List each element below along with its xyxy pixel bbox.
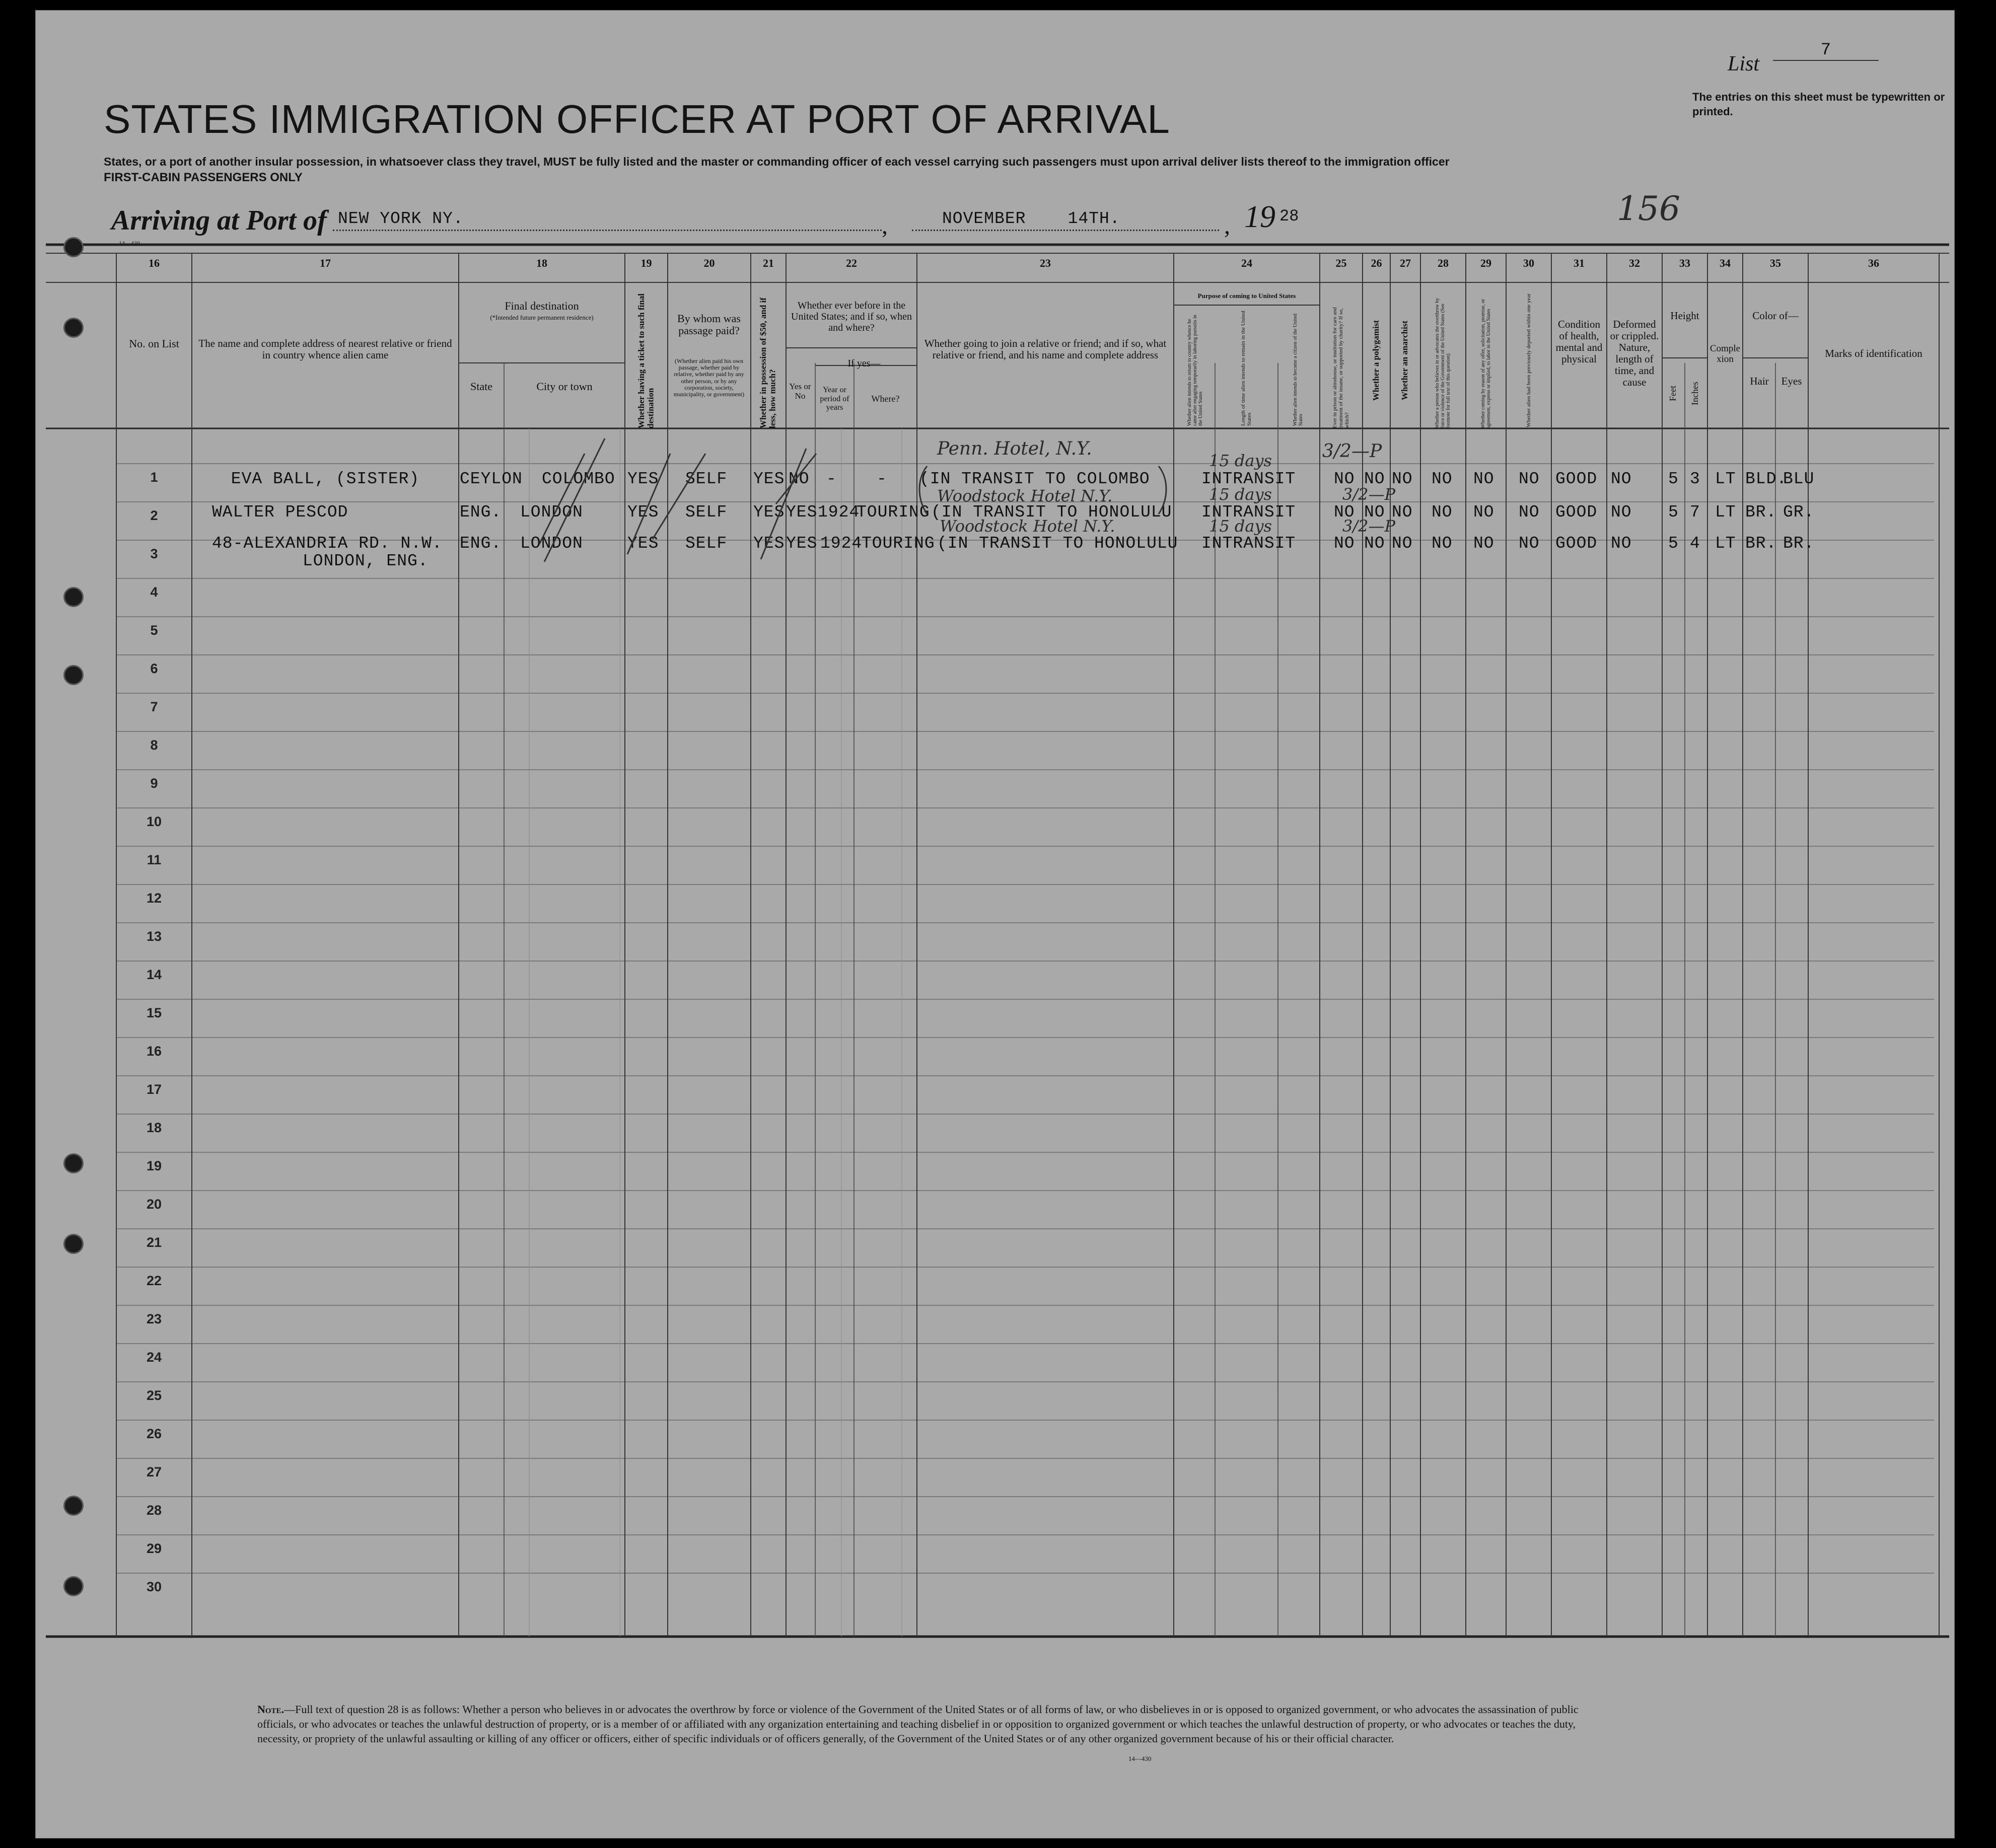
cell-deformed: NO <box>1611 534 1632 553</box>
row-number: 25 <box>146 1388 162 1403</box>
col36-header: Marks of identification <box>1825 347 1922 359</box>
row-number: 19 <box>146 1158 162 1173</box>
row-number: 17 <box>146 1082 162 1097</box>
cell-paid: SELF <box>685 470 728 488</box>
cell-paid: SELF <box>685 503 728 522</box>
col35-num: 35 <box>1770 257 1781 269</box>
form-number: 14—430 <box>1128 1755 1152 1762</box>
footnote-text: —Full text of question 28 is as follows: Whether a person who believes in or advocates the overthrow by force or violence of the Government of the United States or of all forms of law, or who disbelieves in or is opposed to organized government, or who advocates the assassination of public officials, or who advocates or teaches the unlawful destruction of property, or is a member of or affiliated with any organization entertaining and teaching disbelief in or opposition to organized government or which teaches the unlawful destruction of property, or who advocates or teaches the duty, necessity, or propriety of the unlawful assaulting or killing of any officer or officers, either of specific individuals or of officers generally, of the Government of the United States or of any other organized government because of his or their official character. <box>257 1703 1579 1745</box>
cell-q30: NO <box>1519 534 1540 553</box>
col17-num: 17 <box>320 257 331 269</box>
cell-join: (IN TRANSIT TO HONOLULU <box>937 534 1178 553</box>
cell-feet: 5 <box>1668 503 1679 522</box>
col23-num: 23 <box>1040 257 1051 269</box>
col34-header: Complexion <box>1709 343 1741 364</box>
cell-stay-note: 15 days <box>1209 516 1272 536</box>
manifest-sheet <box>35 10 1955 1838</box>
col32-num: 32 <box>1629 257 1640 269</box>
cell-annotation: 3/2—P <box>1342 516 1396 536</box>
col20-num: 20 <box>703 257 715 269</box>
cell-q28: NO <box>1432 503 1453 522</box>
cell-join-note: Penn. Hotel, N.Y. <box>937 438 1092 459</box>
cell-health: GOOD <box>1555 534 1598 553</box>
cell-where: TOURING <box>857 503 930 522</box>
cell-q30: NO <box>1519 470 1540 488</box>
col30-num: 30 <box>1523 257 1534 269</box>
cell-where: TOURING <box>862 534 935 553</box>
row-number: 5 <box>150 623 158 638</box>
row-number: 15 <box>146 1005 162 1020</box>
col35-eyes-header: Eyes <box>1781 375 1802 387</box>
row-number: 8 <box>150 737 158 753</box>
col22-num: 22 <box>846 257 857 269</box>
col25-num: 25 <box>1335 257 1347 269</box>
row-number: 6 <box>150 661 158 676</box>
cell-state: ENG. <box>460 503 502 522</box>
cell-money: YES <box>753 503 785 522</box>
row-number: 20 <box>146 1197 162 1212</box>
punch-hole <box>63 665 84 685</box>
cell-eyes: BLU <box>1783 470 1815 488</box>
punch-hole <box>63 587 84 607</box>
cell-q25: NO <box>1334 470 1355 488</box>
col22-header: Whether ever before in the United States; and if so, when and where? <box>791 300 912 333</box>
row-number: 12 <box>146 891 162 906</box>
cell-before: NO <box>789 470 810 488</box>
list-number: 7 <box>1773 41 1879 61</box>
cell-city: COLOMBO <box>542 470 615 488</box>
cell-join: (IN TRANSIT TO COLOMBO <box>919 470 1150 488</box>
col34-num: 34 <box>1720 257 1731 269</box>
entries-note: The entries on this sheet must be typewritten or printed. <box>1692 91 1945 118</box>
row-number: 21 <box>146 1235 162 1250</box>
cell-city: LONDON <box>520 503 583 522</box>
cell-year: - <box>826 470 837 488</box>
cell-q27: NO <box>1392 534 1413 553</box>
col31-header: Condition of health, mental and physical <box>1555 318 1603 365</box>
cell-money: YES <box>753 534 785 553</box>
row-number: 22 <box>146 1273 162 1288</box>
col22-ifyes: If yes— <box>847 358 881 369</box>
cell-state: ENG. <box>460 534 502 553</box>
col18-subheader: (*Intended future permanent residence) <box>490 314 594 321</box>
col18-header: Final destination <box>505 300 579 312</box>
col26-header: Whether a polygamist <box>1371 320 1381 401</box>
cell-annotation: 3/2—P <box>1322 441 1382 462</box>
row-number: 28 <box>146 1503 162 1518</box>
col16-header: No. on List <box>129 337 179 350</box>
cell-hair: BR. <box>1745 503 1777 522</box>
cell-stay: INTRANSIT <box>1201 534 1296 553</box>
cell-q27: NO <box>1392 470 1413 488</box>
cell-hair: BR. <box>1745 534 1777 553</box>
cell-complexion: LT <box>1715 503 1736 522</box>
col29-num: 29 <box>1480 257 1491 269</box>
col21-num: 21 <box>763 257 774 269</box>
col19-num: 19 <box>640 257 652 269</box>
col30-header: Whether alien had been previously deported within one year <box>1525 293 1532 427</box>
footnote-label: Note. <box>257 1703 284 1716</box>
col22-year-header: Year or period of years <box>820 386 849 412</box>
row-number: 4 <box>150 584 158 600</box>
cell-q28: NO <box>1432 470 1453 488</box>
cell-year: 1924 <box>820 534 863 553</box>
cell-stay-note: 15 days <box>1209 451 1272 470</box>
cell-state: CEYLON <box>460 470 523 488</box>
cell-relative-line2: LONDON, ENG. <box>303 552 429 570</box>
list-label: List <box>1728 52 1760 76</box>
cell-annotation: 3/2—P <box>1342 485 1396 504</box>
year-suffix: 28 <box>1279 207 1299 226</box>
cell-hair: BLD. <box>1745 470 1788 488</box>
col28-header: Whether a person who believes in or advocates the overthrow by force or violence of the Government of the United States (See footnote for full text of this question) <box>1435 298 1451 428</box>
col31-num: 31 <box>1574 257 1585 269</box>
col29-header: Whether coming by reason of any offer, solicitation, promise, or agreement, express or implied, to labor in the United States <box>1480 299 1491 428</box>
cell-feet: 5 <box>1668 470 1679 488</box>
cell-inches: 7 <box>1690 503 1700 522</box>
cell-q29: NO <box>1473 470 1494 488</box>
row-number: 27 <box>146 1464 162 1480</box>
row-number: 2 <box>150 508 158 523</box>
cell-deformed: NO <box>1611 470 1632 488</box>
col27-header: Whether an anarchist <box>1400 320 1410 401</box>
row-number: 14 <box>146 967 162 982</box>
col16-num: 16 <box>149 257 160 269</box>
cell-stay: INTRANSIT <box>1201 470 1296 488</box>
page-title: STATES IMMIGRATION OFFICER AT PORT OF ARRIVAL <box>104 97 1170 141</box>
cell-stay: INTRANSIT <box>1201 503 1296 522</box>
year-prefix: 19 <box>1244 200 1275 234</box>
row-number: 30 <box>146 1579 162 1594</box>
col32-header: Deformed or crippled. Nature, length of time, and cause <box>1610 318 1659 389</box>
col35-hair-header: Hair <box>1750 375 1769 387</box>
row-number: 18 <box>146 1120 162 1135</box>
cell-before: YES <box>786 503 818 522</box>
col33-feet-header: Feet <box>1668 385 1678 401</box>
cell-before: YES <box>786 534 818 553</box>
col24c-header: Whether alien intends to become a citizen of the United States <box>1293 314 1304 426</box>
cell-health: GOOD <box>1555 470 1598 488</box>
col33-inches-header: Inches <box>1690 381 1700 405</box>
cell-q26: NO <box>1364 470 1385 488</box>
cell-join: (IN TRANSIT TO HONOLULU <box>931 503 1172 522</box>
cell-stay-note: 15 days <box>1209 485 1272 504</box>
col20-subheader: (Whether alien paid his own passage, whether paid by relative, whether paid by any other person, or by any corporation, society, municipality, or government) <box>673 357 745 398</box>
cell-relative: 48-ALEXANDRIA RD. N.W. <box>212 534 443 553</box>
cell-q30: NO <box>1519 503 1540 522</box>
cell-q29: NO <box>1473 503 1494 522</box>
col20-header: By whom was passage paid? <box>677 312 741 337</box>
row-number: 1 <box>150 470 158 485</box>
col24b-header: Length of time alien intends to remain in the United States <box>1240 311 1253 426</box>
punch-hole <box>63 1496 84 1516</box>
cell-feet: 5 <box>1668 534 1679 553</box>
cell-complexion: LT <box>1715 534 1736 553</box>
row-number: 9 <box>150 776 158 791</box>
cell-q27: NO <box>1392 503 1413 522</box>
col22-where-header: Where? <box>871 394 900 404</box>
cabin-class: FIRST-CABIN PASSENGERS ONLY <box>104 171 303 184</box>
col25-header: Ever in prison or almshouse, or institution for care and treatment of the insane, or supported by charity? If so, which? <box>1332 307 1350 428</box>
cell-ticket: YES <box>627 470 659 488</box>
col33-num: 33 <box>1679 257 1690 269</box>
port-value: NEW YORK NY. <box>338 209 464 228</box>
punch-hole <box>63 237 84 257</box>
arriving-label: Arriving at Port of <box>111 205 327 236</box>
col26-num: 26 <box>1371 257 1382 269</box>
col28-num: 28 <box>1438 257 1449 269</box>
cell-city: LONDON <box>520 534 583 553</box>
subtitle: States, or a port of another insular possession, in whatsoever class they travel, MUST be fully listed and the master or commanding officer of each vessel carrying such passengers must upon arrival deliver lists thereof to the immigration officer <box>104 155 1450 168</box>
cell-q29: NO <box>1473 534 1494 553</box>
cell-q25: NO <box>1334 503 1355 522</box>
col19-header: Whether having a ticket to such final destination <box>636 293 656 428</box>
col27-num: 27 <box>1400 257 1411 269</box>
cell-eyes: GR. <box>1783 503 1815 522</box>
row-number: 7 <box>150 699 158 714</box>
pen-strokes <box>36 11 1954 615</box>
cell-money: YES <box>753 470 785 488</box>
footnote <box>257 1702 1617 1746</box>
col18-city-header: City or town <box>536 380 593 393</box>
cell-deformed: NO <box>1611 503 1632 522</box>
cell-complexion: LT <box>1715 470 1736 488</box>
row-number: 16 <box>146 1044 162 1059</box>
col21-header: Whether in possession of $50, and if less, how much? <box>758 298 777 428</box>
col18-num: 18 <box>536 257 547 269</box>
punch-hole <box>63 1576 84 1596</box>
cell-where: - <box>877 470 887 488</box>
col24-header: Purpose of coming to United States <box>1197 292 1296 300</box>
row-number: 13 <box>146 929 162 944</box>
comma-2: , <box>1224 212 1230 239</box>
col22-yesno-header: Yes or No <box>789 382 811 401</box>
cell-paid: SELF <box>685 534 728 553</box>
cell-ticket: YES <box>627 503 659 522</box>
cell-q26: NO <box>1364 503 1385 522</box>
row-number: 29 <box>146 1541 162 1556</box>
punch-hole <box>63 1234 84 1254</box>
col23-header: Whether going to join a relative or friend; and if so, what relative or friend, and his name and complete address <box>924 337 1167 361</box>
row-number: 3 <box>150 546 158 561</box>
comma: , <box>882 212 888 239</box>
cell-health: GOOD <box>1555 503 1598 522</box>
col35-header: Color of— <box>1752 310 1799 322</box>
punch-hole <box>63 318 84 338</box>
cell-eyes: BR. <box>1783 534 1815 553</box>
punch-hole <box>63 1153 84 1173</box>
row-number: 10 <box>146 814 162 829</box>
row-number: 26 <box>146 1426 162 1441</box>
cell-inches: 4 <box>1690 534 1700 553</box>
cell-join-note: Woodstock Hotel N.Y. <box>940 516 1115 536</box>
date-value: NOVEMBER 14TH. <box>942 209 1120 228</box>
handwritten-page: 156 <box>1617 189 1680 228</box>
cell-q28: NO <box>1432 534 1453 553</box>
cell-year: 1924 <box>818 503 860 522</box>
cell-relative: EVA BALL, (SISTER) <box>231 470 420 488</box>
cell-q26: NO <box>1364 534 1385 553</box>
row-number: 11 <box>147 852 162 867</box>
col33-header: Height <box>1670 310 1699 322</box>
row-number: 24 <box>146 1350 162 1365</box>
cell-relative: WALTER PESCOD <box>212 503 348 522</box>
col17-header: The name and complete address of nearest relative or friend in country whence alien came <box>198 337 452 361</box>
col36-num: 36 <box>1868 257 1879 269</box>
col24a-header: Whether alien intends to return to country whence he came after engaging temporarily in laboring pursuits in the United States <box>1186 315 1203 426</box>
row-number: 23 <box>146 1311 162 1326</box>
form-number-top: 14—430 <box>119 240 140 247</box>
cell-inches: 3 <box>1690 470 1700 488</box>
col24-num: 24 <box>1241 257 1252 269</box>
cell-q25: NO <box>1334 534 1355 553</box>
col18-state-header: State <box>470 380 492 393</box>
cell-join-note: Woodstock Hotel N.Y. <box>937 486 1113 505</box>
cell-ticket: YES <box>627 534 659 553</box>
